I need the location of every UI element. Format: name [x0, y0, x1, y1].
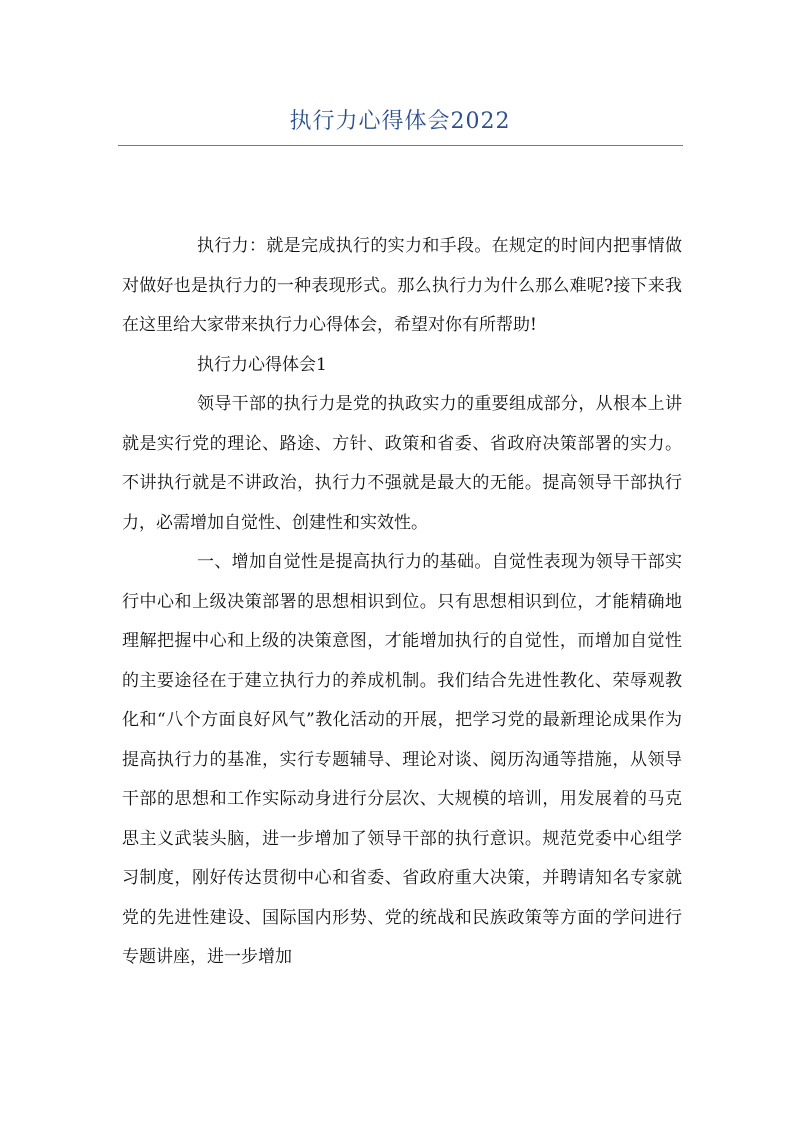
document-title: 执行力心得体会2022 [289, 109, 511, 134]
document-body [122, 227, 682, 978]
title-underline [118, 145, 683, 146]
intro-paragraph: 执行力：就是完成执行的实力和手段。在规定的时间内把事情做对做好也是执行力的一种表现形式。那么执行力为什么那么难呢?接下来我在这里给大家带来执行力心得体会，希望对你有所帮助! [122, 236, 682, 335]
body-paragraph: 领导干部的执行力是党的执政实力的重要组成部分，从根本上讲就是实行党的理论、路途、方针、政策和省委、省政府决策部署的实力。不讲执行就是不讲政治，执行力不强就是最大的无能。提高领导干部执行力，必需增加自觉性、创建性和实效性。 [122, 394, 682, 533]
section-heading: 执行力心得体会1 [197, 354, 327, 375]
body-paragraph: 一、增加自觉性是提高执行力的基础。自觉性表现为领导干部实行中心和上级决策部署的思想相识到位。只有思想相识到位，才能精确地理解把握中心和上级的决策意图，才能增加执行的自觉性，而增加自觉性的主要途径在于建立执行力的养成机制。我们结合先进性教化、荣辱观教化和“八个方面良好风气”教化活动的开展，把学习党的最新理论成果作为提高执行力的基准，实行专题辅导、理论对谈、阅历沟通等措施，从领导干部的思想和工作实际动身进行分层次、大规模的培训，用发展着的马克思主义武装头脑，进一步增加了领导干部的执行意识。规范党委中心组学习制度，刚好传达贯彻中心和省委、省政府重大决策，并聘请知名专家就党的先进性建设、国际国内形势、党的统战和民族政策等方面的学问进行专题讲座，进一步增加 [122, 552, 682, 967]
